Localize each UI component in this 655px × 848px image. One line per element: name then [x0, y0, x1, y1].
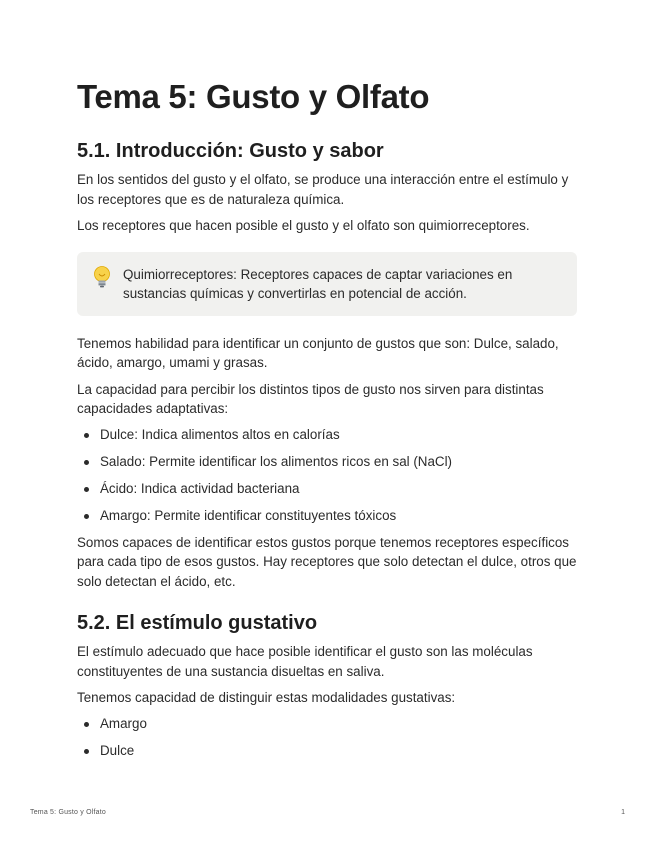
callout-text: Quimiorreceptores: Receptores capaces de captar variaciones en sustancias químicas y convertirlas en potencial de acción.	[123, 266, 513, 301]
document-page	[77, 72, 577, 768]
bullet-icon	[84, 722, 89, 727]
paragraph: En los sentidos del gusto y el olfato, se produce una interacción entre el estímulo y los receptores que es de naturaleza química.	[77, 172, 569, 207]
paragraph: Somos capaces de identificar estos gustos porque tenemos receptores específicos para cada tipo de esos gustos. Hay receptores que solo detectan el dulce, otros que solo detectan el ácido, etc.	[77, 534, 577, 589]
paragraph: Tenemos capacidad de distinguir estas modalidades gustativas:	[77, 690, 456, 705]
page-number: 1	[621, 809, 625, 816]
paragraph: Tenemos habilidad para identificar un conjunto de gustos que son: Dulce, salado, ácido, amargo, umami y grasas.	[77, 335, 559, 370]
section-heading-intro: 5.1. Introducción: Gusto y sabor	[77, 140, 384, 162]
list-item: Dulce	[77, 741, 577, 761]
paragraph: El estímulo adecuado que hace posible identificar el gusto son las moléculas constituyentes de una sustancia disueltas en saliva.	[77, 644, 533, 679]
lightbulb-icon	[91, 265, 117, 294]
page-title: Tema 5: Gusto y Olfato	[77, 78, 430, 115]
bullet-icon	[84, 433, 89, 438]
list-item: Ácido: Indica actividad bacteriana	[77, 479, 577, 499]
paragraph: Los receptores que hacen posible el gusto y el olfato son quimiorreceptores.	[77, 218, 530, 233]
paragraph: La capacidad para percibir los distintos tipos de gusto nos sirven para distintas capacidades adaptativas:	[77, 381, 544, 416]
list-item: Amargo: Permite identificar constituyentes tóxicos	[77, 506, 577, 526]
list-item: Dulce: Indica alimentos altos en calorías	[77, 425, 577, 445]
footer-title: Tema 5: Gusto y Olfato	[30, 809, 106, 816]
bullet-icon	[84, 460, 89, 465]
list-item: Amargo	[77, 714, 577, 734]
list-item: Salado: Permite identificar los alimentos ricos en sal (NaCl)	[77, 452, 577, 472]
bullet-list	[77, 425, 577, 526]
bullet-list	[77, 714, 577, 761]
bullet-icon	[84, 749, 89, 754]
bullet-icon	[84, 487, 89, 492]
section-heading-stimulus: 5.2. El estímulo gustativo	[77, 612, 318, 634]
bullet-icon	[84, 514, 89, 519]
callout-box	[77, 252, 577, 316]
